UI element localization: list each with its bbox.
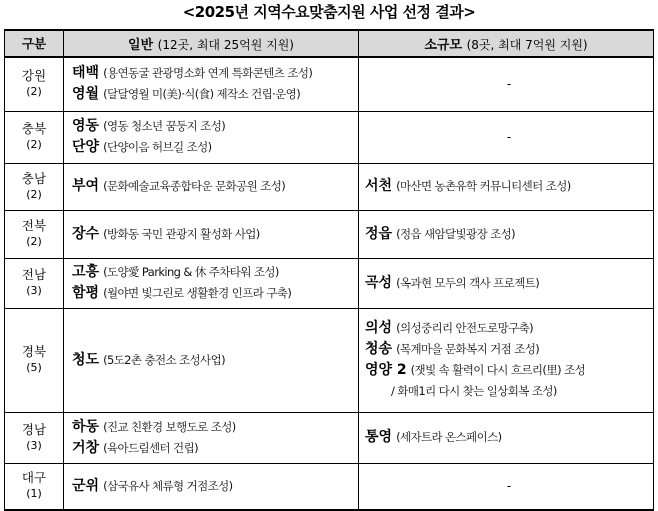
header-small xyxy=(359,30,654,57)
region-count: (2) xyxy=(26,138,42,151)
table-row xyxy=(5,111,654,163)
project-city: 하동 xyxy=(72,418,100,435)
region-count: (1) xyxy=(26,487,42,501)
project-description: (월야면 빛그린로 생활환경 인프라 구축) xyxy=(103,286,292,300)
table-row xyxy=(5,463,654,510)
project-description: (정읍 새암달빛광장 조성) xyxy=(396,226,516,241)
region-count: (3) xyxy=(26,284,42,297)
small-cell xyxy=(359,412,654,463)
small-cell xyxy=(359,308,654,412)
region-name: 강원 xyxy=(21,68,47,84)
small-cell xyxy=(359,57,654,111)
small-cell xyxy=(359,210,654,258)
project-description: (마산면 농촌유학 커뮤니티센터 조성) xyxy=(396,179,571,193)
header-region: 구분 xyxy=(5,30,64,57)
project-line xyxy=(365,339,653,360)
region-count: (2) xyxy=(26,235,42,248)
project-line xyxy=(72,63,358,84)
project-city: 군위 xyxy=(72,477,100,494)
project-line xyxy=(365,273,653,294)
project-city: 함평 xyxy=(72,285,100,301)
region-count: (3) xyxy=(26,438,42,452)
project-city: 영월 xyxy=(72,86,100,103)
region-cell xyxy=(5,210,64,258)
region-cell xyxy=(5,258,64,308)
project-line xyxy=(72,176,358,197)
table-row xyxy=(5,412,654,463)
general-cell xyxy=(64,111,359,163)
table-header-row xyxy=(5,30,654,57)
project-line xyxy=(72,224,358,245)
region-name: 경남 xyxy=(21,421,47,437)
page-title: <2025년 지역수요맞춤지원 사업 선정 결과> xyxy=(182,3,476,21)
project-city: 청송 xyxy=(365,341,393,357)
empty-dash: - xyxy=(506,77,512,92)
table-row xyxy=(5,210,654,258)
general-cell xyxy=(64,210,359,258)
project-description: (단양이음 허브길 조성) xyxy=(103,140,212,154)
project-description: (방화동 국민 관광지 활성화 사업) xyxy=(103,226,260,241)
project-line xyxy=(72,262,358,283)
project-line xyxy=(365,176,653,197)
general-cell xyxy=(64,412,359,463)
table-row xyxy=(5,163,654,210)
project-description: (문화예술교육종합타운 문화공원 조성) xyxy=(103,179,286,193)
header-small-note: (8곳, 최대 7억원 지원) xyxy=(466,38,588,52)
project-city: 거창 xyxy=(72,439,100,456)
project-line xyxy=(72,137,358,158)
project-line xyxy=(72,350,358,371)
project-city: 태백 xyxy=(72,65,100,82)
header-general-label: 일반 xyxy=(128,38,154,53)
project-line xyxy=(365,427,653,448)
small-cell xyxy=(359,163,654,210)
project-description: (5도2촌 충전소 조성사업) xyxy=(103,352,225,367)
project-description: (용연동굴 관광명소화 연계 특화콘텐츠 조성) xyxy=(103,66,313,81)
region-cell xyxy=(5,57,64,111)
region-name: 충북 xyxy=(21,121,47,136)
project-city: 영양 2 xyxy=(365,362,407,378)
region-cell xyxy=(5,463,64,510)
general-cell xyxy=(64,463,359,510)
table-row xyxy=(5,308,654,412)
region-count: (2) xyxy=(26,187,42,201)
region-name: 경북 xyxy=(21,344,47,359)
project-description: / 화매1리 다시 찾는 일상회복 조성) xyxy=(391,384,557,398)
region-cell xyxy=(5,412,64,463)
general-cell xyxy=(64,258,359,308)
selection-results-table xyxy=(4,29,654,511)
region-count: (2) xyxy=(26,85,42,99)
small-cell xyxy=(359,258,654,308)
region-name: 전남 xyxy=(21,267,47,282)
project-description: (영동 청소년 꿈둥지 조성) xyxy=(103,119,226,133)
project-city: 정읍 xyxy=(365,225,393,242)
small-cell xyxy=(359,463,654,510)
project-line xyxy=(365,224,653,245)
project-line xyxy=(72,417,358,438)
project-line xyxy=(72,116,358,137)
project-description: (진교 친환경 보행도로 조성) xyxy=(103,419,236,434)
header-general xyxy=(64,30,359,57)
region-name: 전북 xyxy=(21,218,47,233)
table-body xyxy=(5,57,654,510)
project-city: 의성 xyxy=(365,320,393,336)
project-description: (달달영월 미(美)·식(食) 제작소 건립·운영) xyxy=(103,87,301,102)
project-city: 곡성 xyxy=(365,274,393,291)
project-line xyxy=(365,318,653,339)
project-city: 장수 xyxy=(72,225,100,242)
region-cell xyxy=(5,111,64,163)
project-line xyxy=(72,476,358,497)
general-cell xyxy=(64,163,359,210)
table-row xyxy=(5,258,654,308)
project-line xyxy=(72,438,358,459)
header-small-label: 소규모 xyxy=(424,38,463,53)
small-cell xyxy=(359,111,654,163)
general-cell xyxy=(64,308,359,412)
region-count: (5) xyxy=(26,361,42,374)
project-description: (잿빛 속 활력이 다시 흐르리(里) 조성 xyxy=(410,363,586,377)
project-city: 영동 xyxy=(72,118,100,134)
project-city: 서천 xyxy=(365,178,393,194)
project-city: 청도 xyxy=(72,351,100,368)
general-cell xyxy=(64,57,359,111)
header-general-note: (12곳, 최대 25억원 지원) xyxy=(157,38,294,52)
project-city: 부여 xyxy=(72,178,100,194)
project-line xyxy=(365,381,653,402)
project-line xyxy=(365,360,653,381)
region-cell xyxy=(5,163,64,210)
project-description: (목계마을 문화복지 거점 조성) xyxy=(396,342,540,356)
empty-dash: - xyxy=(506,130,512,144)
project-city: 단양 xyxy=(72,139,100,155)
project-line xyxy=(72,84,358,105)
project-description: (옥과현 모두의 객사 프로젝트) xyxy=(396,275,540,290)
project-city: 통영 xyxy=(365,429,393,445)
region-name: 충남 xyxy=(21,170,47,186)
project-description: (도양愛 Parking & 休 주차타워 조성) xyxy=(103,265,279,279)
table-row xyxy=(5,57,654,111)
empty-dash: - xyxy=(506,479,512,494)
region-name: 대구 xyxy=(21,470,47,486)
project-description: (의성중리리 안전도로망구축) xyxy=(396,321,533,335)
project-description: (삼국유사 체류형 거점조성) xyxy=(103,478,233,493)
project-line xyxy=(72,283,358,304)
project-description: (세자트라 온스페이스) xyxy=(396,430,502,444)
project-description: (육아드림센터 건립) xyxy=(103,440,198,455)
project-city: 고흥 xyxy=(72,264,100,280)
region-cell xyxy=(5,308,64,412)
